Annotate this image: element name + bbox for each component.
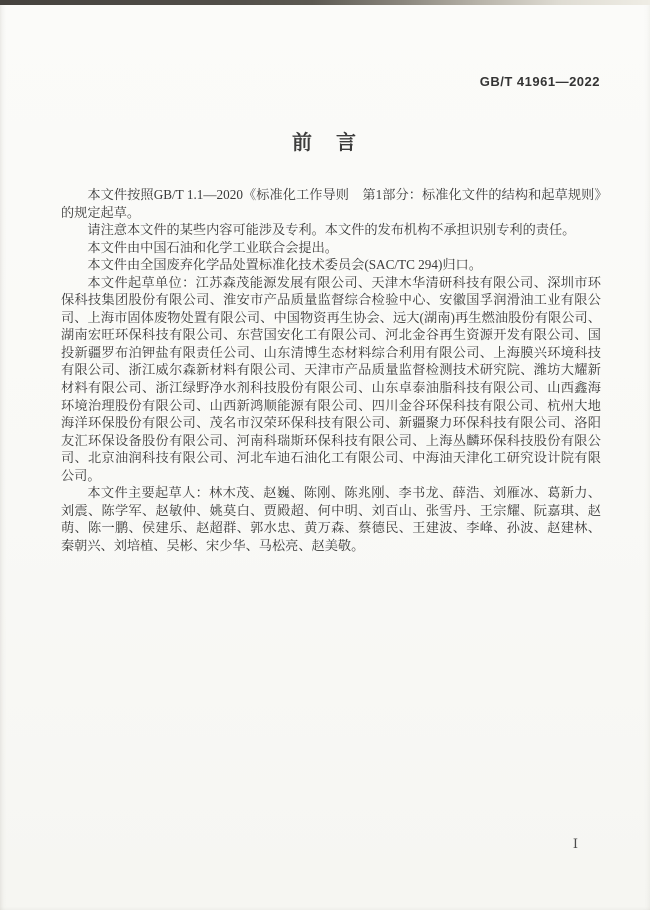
scan-edge-shadow bbox=[0, 0, 650, 5]
paragraph-patent-notice: 请注意本文件的某些内容可能涉及专利。本文件的发布机构不承担识别专利的责任。 bbox=[87, 222, 576, 238]
foreword-title: 前 言 bbox=[292, 130, 358, 154]
paragraph-proposed-by: 本文件由中国石油和化学工业联合会提出。 bbox=[87, 239, 338, 255]
page-number: Ⅰ bbox=[572, 836, 578, 851]
paragraph-centralized-by: 本文件由全国废弃化学品处置标准化技术委员会(SAC/TC 294)归口。 bbox=[87, 257, 482, 273]
paragraph-main-drafters: 本文件主要起草人：林木茂、赵巍、陈刚、陈兆刚、李书龙、薛浩、刘雁冰、葛新力、刘震、陈学军、赵敏仲、姚莫白、贾殿超、何中明、刘百山、张雪丹、王宗耀、阮嘉琪、赵萌、陈一鹏、侯建乐、赵超群、郭水忠、黄万森、蔡德民、王建波、李峰、孙波、赵建林、秦朝兴、刘培植、吴彬、宋少华、马松亮、赵美敬。 bbox=[61, 485, 601, 553]
standard-number: GB/T 41961—2022 bbox=[479, 74, 600, 89]
paragraph-drafting-organizations: 本文件起草单位：江苏森茂能源发展有限公司、天津木华清研科技有限公司、深圳市环保科技集团股份有限公司、淮安市产品质量监督综合检验中心、安徽国孚润滑油工业有限公司、上海市固体废物处置有限公司、中国物资再生协会、远大(湖南)再生燃油股份有限公司、湖南宏旺环保科技有限公司、东营国安化工有限公司、河北金谷再生资源开发有限公司、国投新疆罗布泊钾盐有限责任公司、山东清博生态材料综合利用有限公司、上海膜兴环境科技有限公司、浙江威尔森新材料有限公司、天津市产品质量监督检测技术研究院、潍坊大耀新材料有限公司、浙江绿野净水剂科技股份有限公司、山东卓泰油脂科技有限公司、山西鑫海环境治理股份有限公司、山西新鸿顺能源有限公司、四川金谷环保科技有限公司、杭州大地海洋环保股份有限公司、茂名市汉荣环保科技有限公司、新疆聚力环保科技有限公司、洛阳友汇环保设备股份有限公司、河南科瑞斯环保科技有限公司、上海丛麟环保科技股份有限公司、北京油润科技有限公司、河北车迪石油化工有限公司、中海油天津化工研究设计院有限公司。 bbox=[61, 274, 601, 483]
foreword-body bbox=[61, 186, 601, 554]
paragraph-drafting-rules: 本文件按照GB/T 1.1—2020《标准化工作导则 第1部分：标准化文件的结构和起草规则》的规定起草。 bbox=[61, 187, 601, 220]
